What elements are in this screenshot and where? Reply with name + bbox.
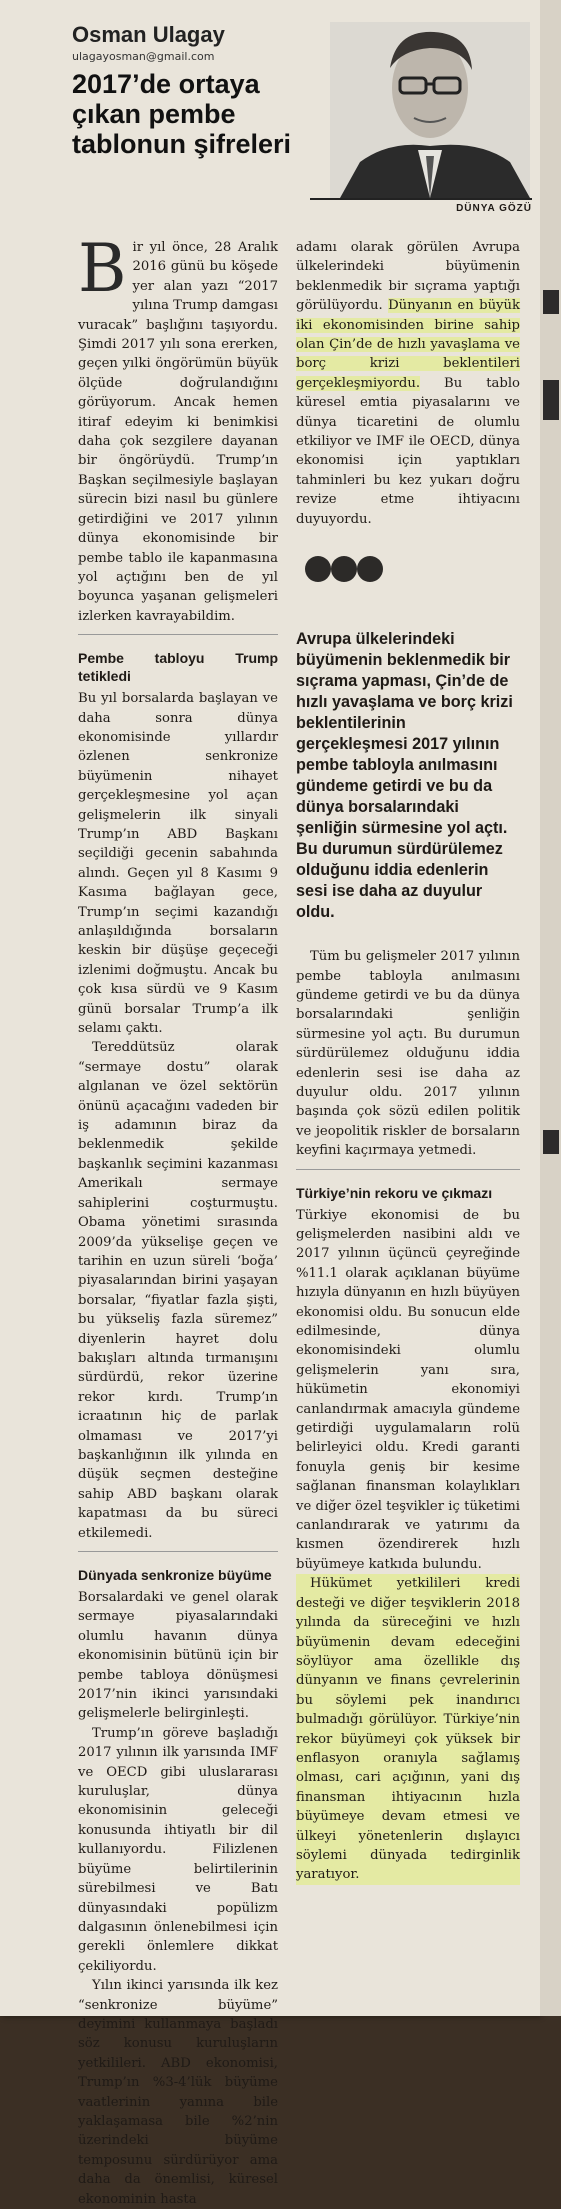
paragraph: Trump’ın göreve başladığı 2017 yılının ilk yarısında IMF ve OECD gibi uluslararası kuruluşlar, dünya ekonomisinin geleceği konusunda ihtiyatlı bir dil kullanıyordu. Filizlenen büyüme belirtilerinin sürebilmesi ve Batı dünyasındaki popülizm dalgasının önlenebilmesi için gerekli önlemlere dikkat çekiliyordu. bbox=[78, 1725, 278, 1974]
paragraph: Bu yıl borsalarda başlayan ve daha sonra dünya ekonomisinde yıllardır özlenen senkronize büyümenin nihayet gerçekleşmesine yol açan gelişmelerin ilk sinyali Trump’ın ABD Başkanı seçildiği gecenin sabahında alındı. Geçen yıl 8 Kasımı 9 Kasıma bağlayan gece, Trump’ın seçimi kazandığı anlaşıldığında borsaların keskin bir düşüşe geçeceği izlenimi doğmuştu. Ancak bu çok kısa sürdü ve 9 Kasım günü borsalar Trump’a ilk selamı çaktı. bbox=[78, 691, 278, 1037]
paragraph: Türkiye ekonomisi de bu gelişmelerden nasibini aldı ve 2017 yılının üçüncü çeyreğinde %11.1 olarak açıklanan büyüme hızıyla dünyanın en hızlı büyüyen ekonomisi oldu. Bu sonucun elde edilmesinde, dünya ekonomisindeki olumlu gelişmelerin yanı sıra, hükümetin ekonomiyi canlandırmak amacıyla gündeme getirdiği uygulamaların rolü belirleyici oldu. Kredi garanti fonuyla geniş bir kesime sağlanan finansman kolaylıkları ve diğer özel teşvikler iç tüketimi canlandırarak ve yatırımı da kısmen özendirerek hızlı büyümeye katkıda bulundu. bbox=[296, 1207, 520, 1572]
author-email: ulagayosman@gmail.com bbox=[72, 50, 215, 63]
left-column bbox=[78, 230, 278, 2209]
paragraph: adamı olarak görülen Avrupa ülkelerindeki büyümenin beklenmedik bir sıçrama yaptığı görülüyordu. Dünyanın en büyük iki ekonomisinden birine sahip olan Çin’de de hızlı yavaşlama ve borç krizi beklentileri gerçekleşmiyordu. Bu tablo küresel emtia piyasalarını ve dünya ticaretini de olumlu etkiliyor ve IMF ile OECD, dünya ekonomisi için yaptıkları tahminleri bu kez yukarı doğru revize etme ihtiyacını duyuyordu. bbox=[296, 240, 520, 527]
adjacent-page-edge bbox=[540, 0, 561, 2016]
section-label: DÜNYA GÖZÜ bbox=[310, 198, 532, 216]
author-portrait bbox=[330, 22, 530, 198]
paragraph: Tüm bu gelişmeler 2017 yılının pembe tabloyla anılmasını gündeme getirdi ve bu da dünya borsalarındaki şenliğin sürmesine yol açtı. Bu durumun sürdürülemez olduğunu iddia edenlerin sesi ise daha az duyulur oldu. 2017 yılının başında çok sözü edilen politik ve jeopolitik riskler de borsaların keyfini kaçırmaya yetmedi. bbox=[296, 949, 520, 1159]
edge-block bbox=[543, 380, 559, 420]
paragraph: ir yıl önce, 28 Aralık 2016 günü bu köşede yer alan yazı “2017 yılına Trump damgası vuracak” başlığını taşıyordu. Şimdi 2017 yılı sona ererken, geçen yılki öngörümün büyük ölçüde doğrulandığını görüyorum. Ancak hemen itiraf edeyim ki benimkisi daha çok sezgilere dayanan bir öngörüydü. Trump’ın Başkan seçilmesiyle başlayan sürecin bizi nasıl bu günlere getirdiğini ve 2017 yılının dünya ekonomisinde bir pembe tablo ile kapanmasına yol açtığını ben de yıl boyunca yaşanan gelişmeleri izlerken kavrayabildim. bbox=[78, 240, 278, 624]
author-name: Osman Ulagay bbox=[72, 22, 225, 47]
ornament-space bbox=[296, 529, 520, 609]
pull-quote: Avrupa ülkelerindeki büyümenin beklenmedik bir sıçrama yapması, Çin’de de hızlı yavaşlama ve borç krizi beklentilerinin gerçekleşmesi 2017 yılının pembe tabloyla anılmasını gündeme getirdi ve bu da dünya borsalarındaki şenliğin sürmesine yol açtı. Bu durumun sürdürülemez olduğunu iddia edenlerin sesi ise daha az duyulur oldu. bbox=[296, 630, 513, 922]
divider bbox=[296, 1169, 520, 1170]
headline: 2017’de ortaya çıkan pembe tablonun şifreleri bbox=[72, 69, 292, 159]
divider bbox=[78, 1551, 278, 1552]
highlighted-text: Dünyanın en büyük iki ekonomisinden birine sahip olan Çin’de de hızlı yavaşlama ve borç krizi beklentileri gerçekleşmiyordu. bbox=[296, 298, 520, 391]
article-header bbox=[72, 22, 532, 214]
highlighted-paragraph: Hükümet yetkilileri kredi desteği ve diğer teşviklerin 2018 yılında da süreceğini ve hızlı büyümenin devam edeceğini söylüyor ama özellikle dış dünyanın ve finans çevrelerinin bu söylemi pek inandırıcı bulmadığı görülüyor. Türkiye’nin rekor büyümeyi çok yüksek bir enflasyon oranıyla sağlamış olması, cari açığının, yani dış finansman ihtiyacının hızla büyümeye devam etmesi ve ülkeyi yönetenlerin dışlayıcı söylemi dünyada tedirginlik yaratıyor. bbox=[296, 1574, 520, 1885]
paragraph: Tereddütsüz olarak “sermaye dostu” olarak algılanan ve özel sektörün önünü açacağını vadeden bir iş adamının biraz da beklenmedik şekilde başkanlık seçimini kazanması Amerikalı sermaye sahiplerini coşturmuştu. Obama yönetimi sırasında 2009’da yükselişe geçen ve tarihin en uzun süreli ‘boğa’ piyasalarından birini yaşayan borsalar, “fiyatlar fazla şişti, bu yükseliş fazla süremez” diyenlerin hayret dolu bakışları altında tırmanışını sürdürdü, rekor üzerine rekor kırdı. Trump’ın icraatının hiç de parlak olmaması ve 2017’yi başkanlığının ilk yılında en düşük seçmen desteğine sahip ABD başkanı olarak kapatması da bu süreci etkilemedi. bbox=[78, 1040, 278, 1541]
divider bbox=[78, 634, 278, 635]
edge-block bbox=[543, 1130, 559, 1154]
edge-block bbox=[543, 290, 559, 314]
drop-cap: B bbox=[78, 230, 127, 307]
paragraph: Borsalardaki ve genel olarak sermaye piyasalarındaki olumlu havanın dünya ekonomisinin bütünü için bir pembe tabloya dönüşmesi 2017’nin ikinci yarısındaki gelişmelerle belirginleşti. bbox=[78, 1590, 278, 1722]
subheading: Dünyada senkronize büyüme bbox=[78, 1567, 272, 1583]
subheading: Pembe tabloyu Trump tetikledi bbox=[78, 650, 278, 685]
right-column bbox=[296, 238, 520, 1885]
ornament-dots-icon bbox=[304, 551, 384, 587]
paragraph: Yılın ikinci yarısında ilk kez “senkronize büyüme” deyimini kullanmaya başladı söz konusu kuruluşların yetkilileri. ABD ekonomisi, Trump’ın %3-4’lük büyüme vaatlerinin yanına bile yaklaşamasa bile %2’nin üzerindeki büyüme temposunu sürdürüyor ama daha da önemlisi, küresel ekonominin hasta bbox=[78, 1978, 278, 2207]
subheading: Türkiye’nin rekoru ve çıkmazı bbox=[296, 1184, 493, 1201]
